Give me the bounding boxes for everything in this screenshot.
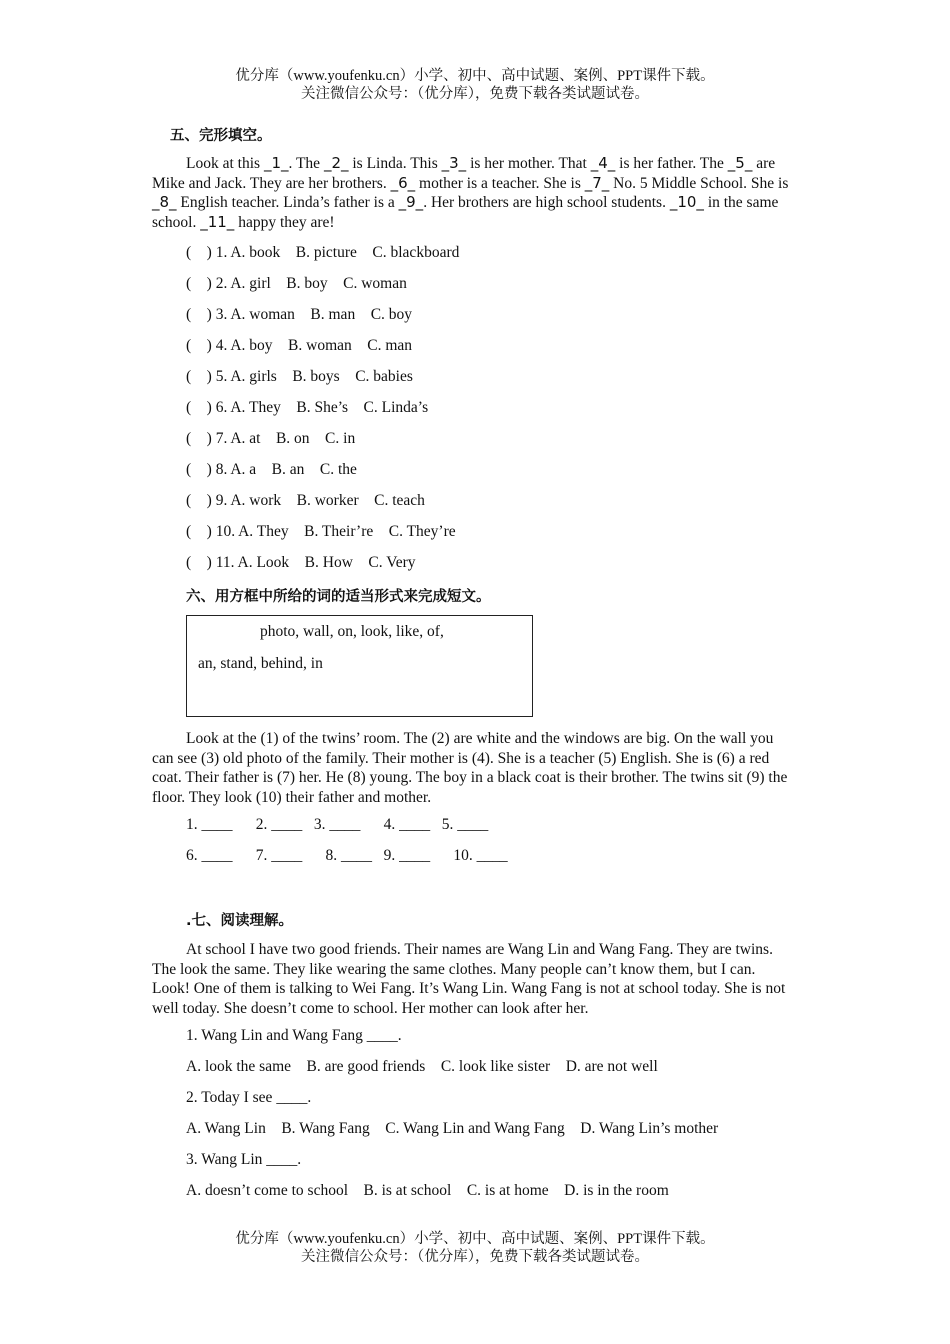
question-5-10: ( ) 10. A. They B. Their’re C. They’re (186, 523, 456, 540)
answer-row-2: 6. ____ 7. ____ 8. ____ 9. ____ 10. ____ (186, 847, 508, 864)
blank-6: _6_ (390, 173, 416, 192)
section-7-title: .七、阅读理解。 (186, 913, 294, 929)
section-6-passage: Look at the (1) of the twins’ room. The (2) are white and the windows are big. On the wall you can see (3) old photo of the family. Their mother is (4). She is a teacher (5) English. She is (6) a red coat. Their father is (7) her. He (8) young. The boy in a black coat is their brother. The twins sit (9) the floor. They look (10) their father and mother. (152, 730, 788, 806)
reading-question-2: 2. Today I see ____. (186, 1089, 312, 1106)
question-5-5: ( ) 5. A. girls B. boys C. babies (186, 368, 413, 385)
question-5-8: ( ) 8. A. a B. an C. the (186, 461, 357, 478)
question-5-11: ( ) 11. A. Look B. How C. Very (186, 554, 416, 571)
reading-question-1: 1. Wang Lin and Wang Fang ____. (186, 1027, 402, 1044)
question-5-1: ( ) 1. A. book B. picture C. blackboard (186, 244, 460, 261)
section-5-title: 五、完形填空。 (170, 128, 272, 144)
reading-question-2-options: A. Wang Lin B. Wang Fang C. Wang Lin and Wang Fang D. Wang Lin’s mother (186, 1120, 719, 1137)
question-5-9: ( ) 9. A. work B. worker C. teach (186, 492, 425, 509)
header-line-2: 关注微信公众号：（优分库），免费下载各类试题试卷。 (301, 86, 649, 102)
reading-question-3-options: A. doesn’t come to school B. is at school C. is at home D. is in the room (186, 1182, 669, 1199)
answer-row-1: 1. ____ 2. ____ 3. ____ 4. ____ 5. ____ (186, 816, 489, 833)
question-5-7: ( ) 7. A. at B. on C. in (186, 430, 356, 447)
section-6-title: 六、用方框中所给的词的适当形式来完成短文。 (186, 589, 491, 605)
section-5-passage: Look at this _1_. The _2_ is Linda. This _3_ is her mother. That _4_ is her father. The _5_ are Mike and Jack. They are her brothers. _6_ mother is a teacher. She is _7_ No. 5 Middle School. She is _8_ English teacher. Linda’s father is a _9_. Her brothers are high school students. _10_ in the same school. _11_ happy they are! (152, 154, 789, 231)
word-box-line-1: photo, wall, on, look, like, of, (260, 623, 444, 640)
blank-11: _11_ (200, 212, 235, 231)
reading-question-3: 3. Wang Lin ____. (186, 1151, 302, 1168)
blank-10: _10_ (669, 193, 704, 211)
question-5-6: ( ) 6. A. They B. She’s C. Linda’s (186, 399, 429, 416)
page-footer (0, 1230, 950, 1266)
blank-3: _3_ (441, 154, 467, 172)
blank-9: _9_ (398, 193, 424, 211)
section-7-passage: At school I have two good friends. Their names are Wang Lin and Wang Fang. They are twins. The look the same. They like wearing the same clothes. Many people can’t know them, but I can. Look! One of them is talking to Wei Fang. It’s Wang Lin. Wang Fang is not at school today. She is not well today. She doesn’t come to school. Her mother can look after her. (152, 941, 786, 1017)
blank-7: _7_ (584, 173, 610, 192)
footer-line-1: 优分库（www.youfenku.cn）小学、初中、高中试题、案例、PPT课件下载。 (235, 1231, 715, 1247)
question-5-3: ( ) 3. A. woman B. man C. boy (186, 306, 413, 323)
question-5-2: ( ) 2. A. girl B. boy C. woman (186, 275, 407, 292)
blank-4: _4_ (590, 154, 616, 172)
word-box-line-2: an, stand, behind, in (198, 655, 323, 672)
blank-2: _2_ (323, 154, 349, 172)
page-header (0, 67, 950, 103)
word-box (186, 615, 533, 717)
question-5-4: ( ) 4. A. boy B. woman C. man (186, 337, 413, 354)
blank-1: _1_ (263, 154, 289, 172)
footer-line-2: 关注微信公众号：（优分库），免费下载各类试题试卷。 (301, 1249, 649, 1265)
header-line-1: 优分库（www.youfenku.cn）小学、初中、高中试题、案例、PPT课件下载。 (235, 68, 715, 84)
blank-8: _8_ (152, 193, 177, 211)
blank-5: _5_ (727, 154, 753, 172)
reading-question-1-options: A. look the same B. are good friends C. look like sister D. are not well (186, 1058, 658, 1075)
